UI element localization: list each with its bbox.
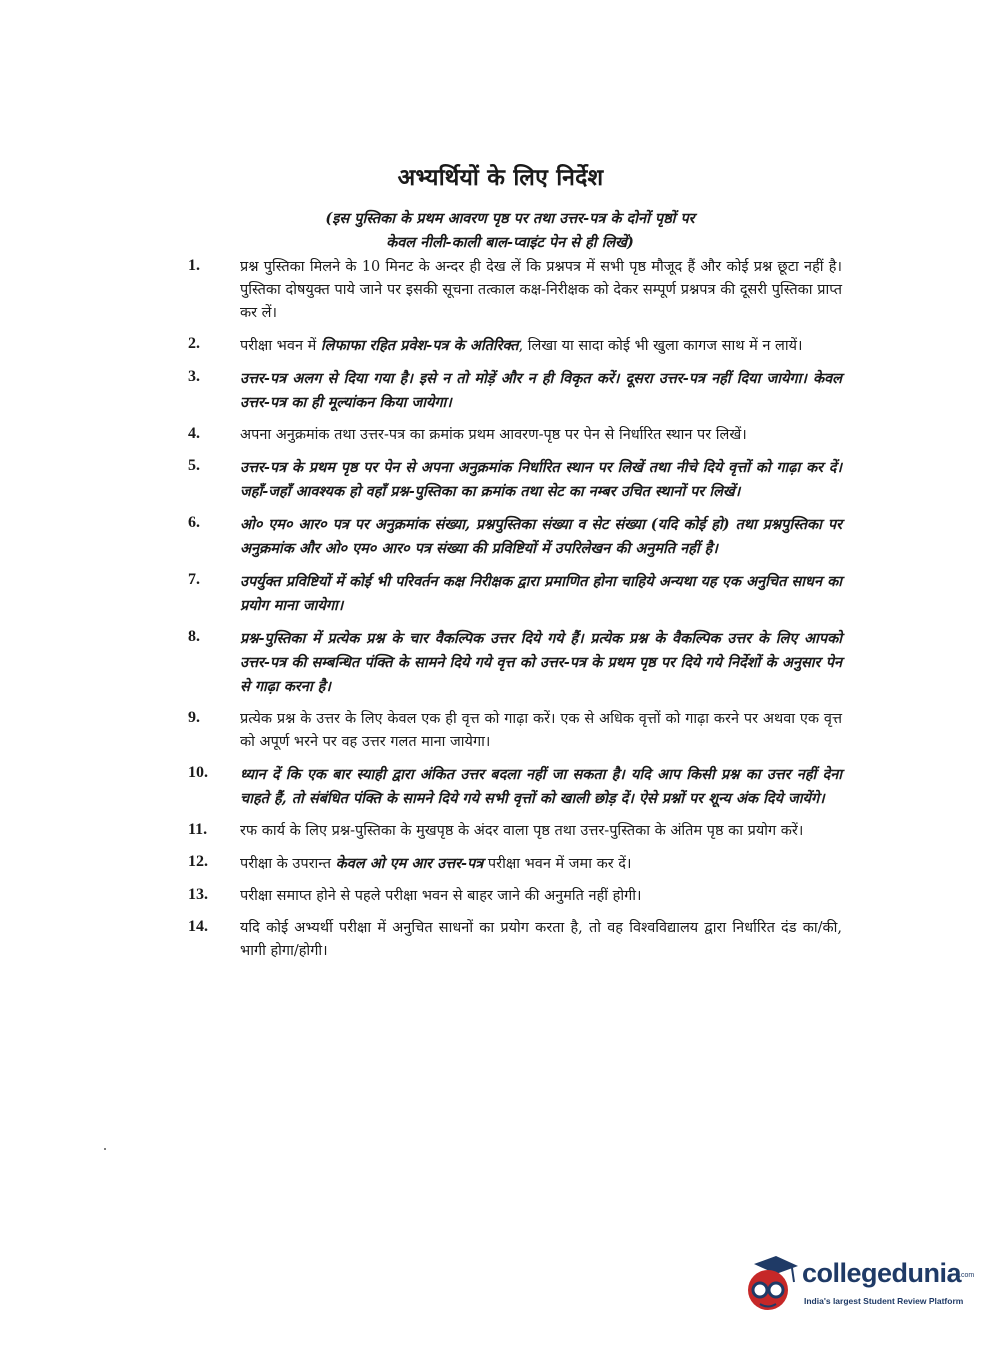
instruction-number: 3. (188, 368, 200, 385)
instruction-text (240, 708, 842, 754)
instruction-item (0, 456, 1001, 504)
subtitle-line-2: केवल नीली-काली बाल-प्वाइंट पेन से ही लिखें) (386, 234, 634, 251)
instruction-item (0, 570, 1001, 618)
instruction-text-emphasis: उत्तर-पत्र के प्रथम पृष्ठ पर पेन से अपना अनुक्रमांक निर्धारित स्थान पर लिखें तथा नीचे दिये वृत्तों को गाढ़ा कर दें। जहाँ-जहाँ आवश्यक हो वहाँ प्रश्न-पुस्तिका का क्रमांक तथा सेट का नम्बर उचित स्थानों पर लिखें। (240, 459, 842, 500)
instruction-number: 5. (188, 457, 200, 474)
instruction-text-segment: परीक्षा समाप्त होने से पहले परीक्षा भवन से बाहर जाने की अनुमति नहीं होगी। (240, 888, 642, 904)
instruction-text (240, 852, 842, 876)
instruction-item (0, 885, 1001, 908)
instruction-list (0, 256, 1001, 972)
instruction-text-emphasis: ओ० एम० आर० पत्र पर अनुक्रमांक संख्या, प्रश्नपुस्तिका संख्या व सेट संख्या (यदि कोई हो) तथा प्रश्नपुस्तिका पर अनुक्रमांक और ओ० एम० आर० पत्र संख्या की प्रविष्टियों में उपरिलेखन की अनुमति नहीं है। (240, 516, 842, 557)
instruction-number: 4. (188, 425, 200, 442)
instruction-number: 10. (188, 764, 208, 781)
instruction-text-segment: परीक्षा के उपरान्त (240, 856, 336, 872)
instruction-item (0, 852, 1001, 876)
instruction-number: 7. (188, 571, 200, 588)
logo-name: collegedunia (802, 1258, 962, 1288)
instruction-text (240, 763, 842, 811)
instruction-item (0, 256, 1001, 325)
instruction-item (0, 334, 1001, 358)
instruction-number: 9. (188, 709, 200, 726)
instruction-text (240, 513, 842, 561)
instruction-text-segment: , लिखा या सादा कोई भी खुला कागज साथ में न लायें। (518, 338, 803, 354)
instruction-item (0, 820, 1001, 843)
instruction-item (0, 627, 1001, 699)
subtitle-line-1: (इस पुस्तिका के प्रथम आवरण पृष्ठ पर तथा उत्तर-पत्र के दोनों पृष्ठों पर (325, 210, 695, 227)
mascot-face-icon (742, 1254, 800, 1314)
instruction-text (240, 885, 842, 908)
instruction-text (240, 570, 842, 618)
instruction-text (240, 367, 842, 415)
scan-speck (104, 1148, 106, 1150)
instruction-text-segment: अपना अनुक्रमांक तथा उत्तर-पत्र का क्रमांक प्रथम आवरण-पृष्ठ पर पेन से निर्धारित स्थान पर लिखें। (240, 427, 747, 443)
instruction-text-emphasis: ध्यान दें कि एक बार स्याही द्वारा अंकित उत्तर बदला नहीं जा सकता है। यदि आप किसी प्रश्न का उत्तर नहीं देना चाहते हैं, तो संबंधित पंक्ति के सामने दिये गये सभी वृत्तों को खाली छोड़ दें। ऐसे प्रश्नों पर शून्य अंक दिये जायेंगे। (240, 766, 842, 807)
page-subtitle (200, 207, 820, 255)
instruction-text-emphasis: उपर्युक्त प्रविष्टियों में कोई भी परिवर्तन कक्ष निरीक्षक द्वारा प्रमाणित होना चाहिये अन्यथा यह एक अनुचित साधन का प्रयोग माना जायेगा। (240, 573, 842, 614)
instruction-text (240, 256, 842, 325)
instruction-text-segment: प्रत्येक प्रश्न के उत्तर के लिए केवल एक ही वृत्त को गाढ़ा करें। एक से अधिक वृत्तों को गाढ़ा करने पर अथवा एक वृत्त को अपूर्ण भरने पर वह उत्तर गलत माना जायेगा। (240, 711, 842, 750)
page-title: अभ्यर्थियों के लिए निर्देश (397, 164, 604, 191)
instruction-text-segment: परीक्षा भवन में जमा कर दें। (483, 856, 632, 872)
logo-tagline: India's largest Student Review Platform (804, 1296, 964, 1306)
instruction-text-emphasis: प्रश्न-पुस्तिका में प्रत्येक प्रश्न के चार वैकल्पिक उत्तर दिये गये हैं। प्रत्येक प्रश्न के वैकल्पिक उत्तर के लिए आपको उत्तर-पत्र की सम्बन्धित पंक्ति के सामने दिये गये वृत्त को उत्तर-पत्र के प्रथम पृष्ठ पर दिये गये निर्देशों के अनुसार पेन से गाढ़ा करना है। (240, 630, 842, 695)
instruction-number: 11. (188, 821, 208, 838)
instruction-text-segment: प्रश्न पुस्तिका मिलने के 10 मिनट के अन्दर ही देख लें कि प्रश्नपत्र में सभी पृष्ठ मौजूद हैं और कोई प्रश्न छूटा नहीं है। पुस्तिका दोषयुक्त पाये जाने पर इसकी सूचना तत्काल कक्ष-निरीक्षक को देकर सम्पूर्ण प्रश्नपत्र की दूसरी पुस्तिका प्राप्त कर लें। (240, 259, 842, 321)
instruction-item (0, 367, 1001, 415)
instruction-number: 8. (188, 628, 200, 645)
instruction-text-segment: रफ कार्य के लिए प्रश्न-पुस्तिका के मुखपृष्ठ के अंदर वाला पृष्ठ तथा उत्तर-पुस्तिका के अंतिम पृष्ठ का प्रयोग करें। (240, 823, 804, 839)
instruction-item (0, 917, 1001, 963)
instruction-text (240, 334, 842, 358)
instruction-text (240, 917, 842, 963)
instruction-text-emphasis: उत्तर-पत्र अलग से दिया गया है। इसे न तो मोड़ें और न ही विकृत करें। दूसरा उत्तर-पत्र नहीं दिया जायेगा। केवल उत्तर-पत्र का ही मूल्यांकन किया जायेगा। (240, 370, 842, 411)
instruction-number: 1. (188, 257, 200, 274)
instruction-item (0, 763, 1001, 811)
instruction-number: 6. (188, 514, 200, 531)
collegedunia-logo (742, 1250, 975, 1322)
instruction-number: 13. (188, 886, 208, 903)
instruction-text (240, 627, 842, 699)
instruction-text (240, 456, 842, 504)
instruction-text-emphasis: लिफाफा रहित प्रवेश-पत्र के अतिरिक्त (320, 337, 519, 354)
instruction-number: 2. (188, 335, 200, 352)
instruction-item (0, 513, 1001, 561)
instruction-text (240, 424, 842, 447)
instruction-item (0, 708, 1001, 754)
instruction-text-segment: परीक्षा भवन में (240, 338, 321, 354)
instruction-text (240, 820, 842, 843)
instruction-number: 14. (188, 918, 208, 935)
logo-suffix: .com (959, 1272, 975, 1279)
instruction-item (0, 424, 1001, 447)
instruction-text-emphasis: केवल ओ एम आर उत्तर-पत्र (335, 855, 484, 872)
instruction-number: 12. (188, 853, 208, 870)
instruction-text-segment: यदि कोई अभ्यर्थी परीक्षा में अनुचित साधनों का प्रयोग करता है, तो वह विश्वविद्यालय द्वारा निर्धारित दंड का/की, भागी होगा/होगी। (240, 920, 842, 959)
